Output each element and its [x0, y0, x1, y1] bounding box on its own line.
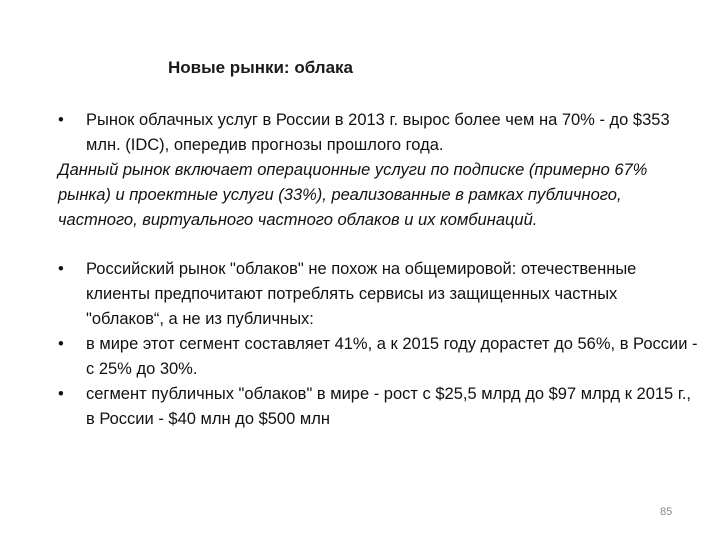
slide-title: Новые рынки: облака [168, 58, 353, 77]
page-number: 85 [660, 506, 673, 518]
bullet-item-2 [58, 332, 698, 382]
bullet-item-3 [58, 382, 698, 432]
bullet-dot-icon: • [58, 260, 64, 278]
italic-paragraph: Данный рынок включает операционные услуги по подписке (примерно 67% рынка) и проектные услуги (33%), реализованные в рамках публичного, частного, виртуального частного облаков и их комбинаций. [58, 161, 648, 229]
spacer [58, 233, 698, 257]
bullet-text: в мире этот сегмент составляет 41%, а к 2015 году дорастет до 56%, в России - с 25% до 30%. [86, 335, 698, 378]
bullet-item-intro [58, 108, 698, 158]
bullet-text: Рынок облачных услуг в России в 2013 г. вырос более чем на 70% - до $353 млн. (IDC), опередив прогнозы прошлого года. [86, 111, 670, 154]
bullet-item-1 [58, 257, 698, 332]
bullet-dot-icon: • [58, 111, 64, 129]
slide-content [58, 108, 698, 432]
bullet-text: Российский рынок "облаков" не похож на общемировой: отечественные клиенты предпочитают потреблять сервисы из защищенных частных "облаков“, а не из публичных: [86, 260, 637, 328]
bullet-text: сегмент публичных "облаков" в мире - рост с $25,5 млрд до $97 млрд к 2015 г., в России - $40 млн до $500 млн [86, 385, 691, 428]
bullet-dot-icon: • [58, 335, 64, 353]
bullet-dot-icon: • [58, 385, 64, 403]
